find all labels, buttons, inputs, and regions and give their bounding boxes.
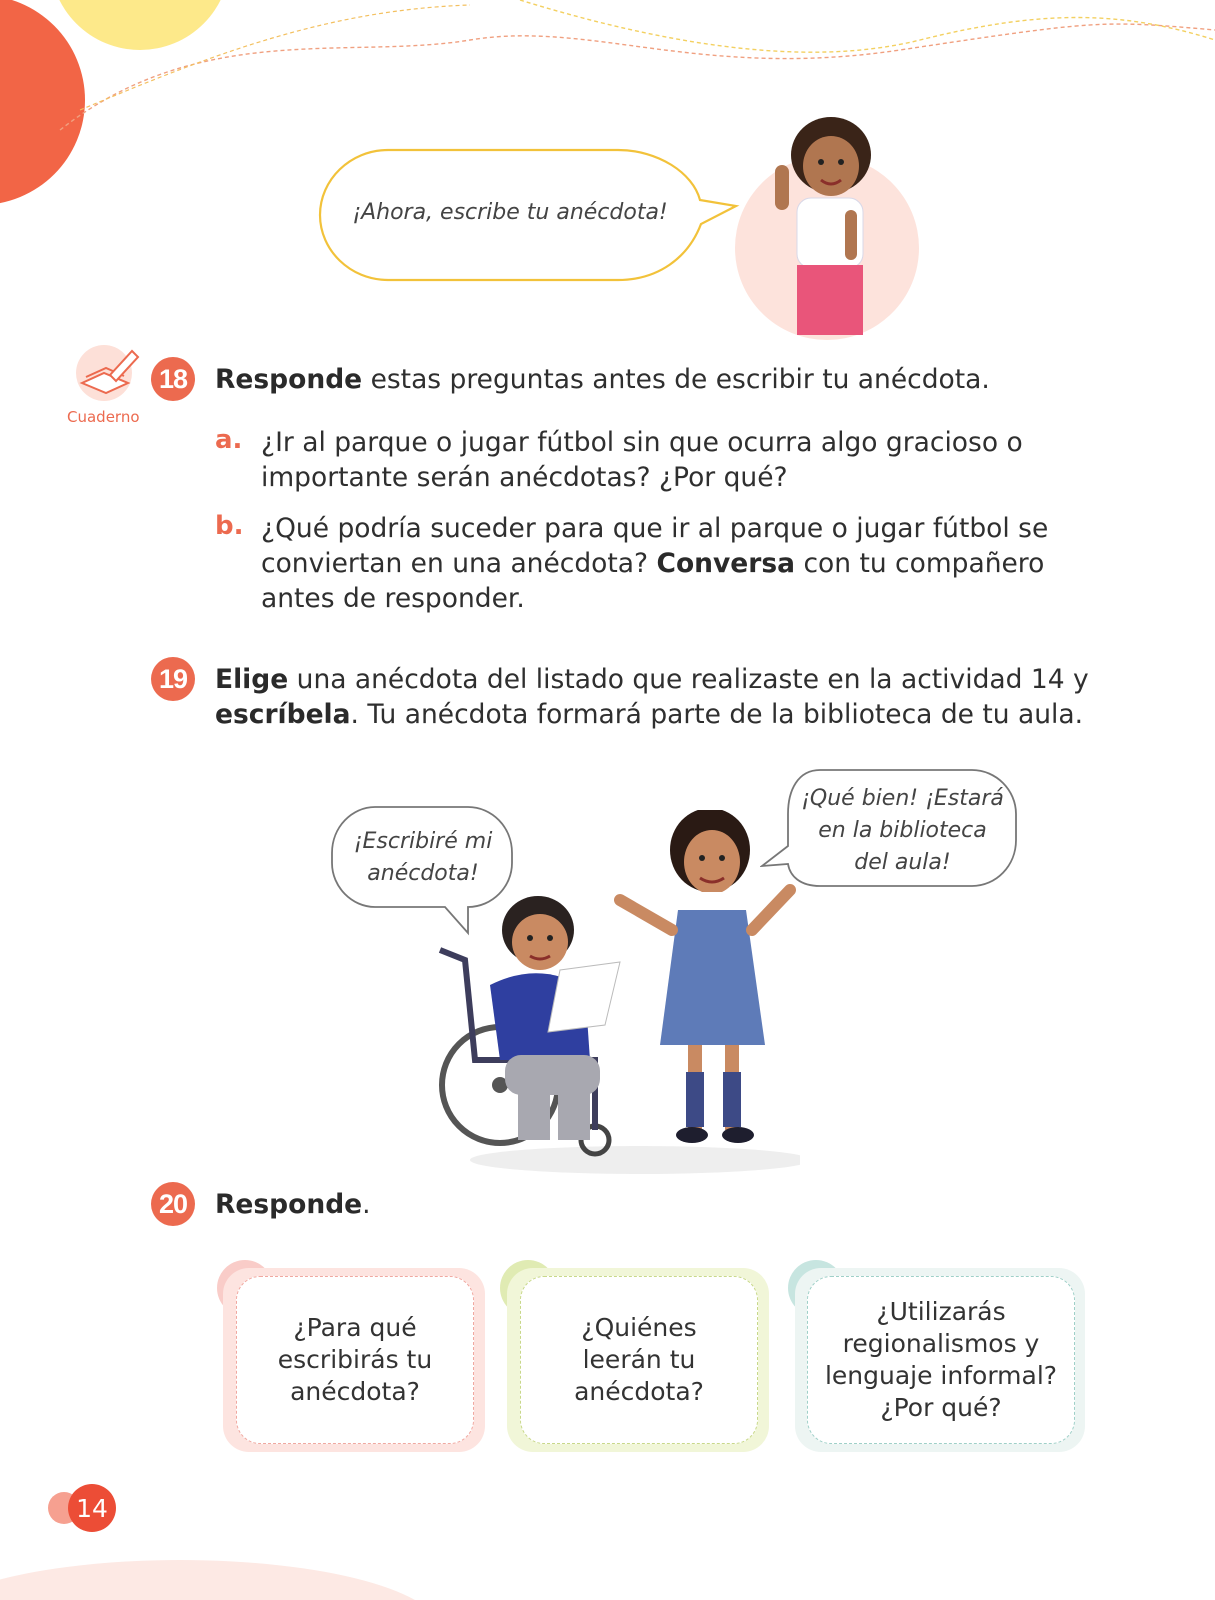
question-card-2-text: ¿Quiénes leerán tu anécdota?	[520, 1276, 758, 1444]
notebook-label: Cuaderno	[67, 408, 140, 426]
notebook-pencil-icon	[72, 345, 142, 405]
item-b-line1: ¿Qué podría suceder para que ir al parque o jugar fútbol se	[261, 513, 1049, 544]
activity-20-instruction: Responde.	[215, 1189, 371, 1220]
top-bubble-text: ¡Ahora, escribe tu anécdota!	[352, 200, 668, 225]
page-number: 14	[68, 1484, 116, 1532]
item-a-line1: ¿Ir al parque o jugar fútbol sin que ocurra algo gracioso o	[261, 427, 1023, 458]
item-letter-b: b.	[215, 511, 244, 541]
boy-bubble-text: ¡Escribiré mi anécdota!	[353, 829, 493, 886]
girl-bubble-text: ¡Qué bien! ¡Estará en la biblioteca del aula!	[801, 786, 1004, 875]
girl-illustration-top	[735, 110, 925, 340]
item-a-line2: importante serán anécdotas? ¿Por qué?	[261, 462, 788, 493]
item-letter-a: a.	[215, 425, 243, 455]
question-card-1-text: ¿Para qué escribirás tu anécdota?	[236, 1276, 474, 1444]
activity-number-19: 19	[151, 657, 195, 701]
item-b-line2: conviertan en una anécdota? Conversa con tu compañero	[261, 548, 1045, 579]
activity-number-18: 18	[151, 357, 195, 401]
activity-number-20: 20	[151, 1182, 195, 1226]
children-illustration	[420, 810, 800, 1180]
activity-19-line2: escríbela. Tu anécdota formará parte de la biblioteca de tu aula.	[215, 699, 1084, 730]
activity-18-instruction: Responde estas preguntas antes de escribir tu anécdota.	[215, 364, 990, 395]
item-b-line3: antes de responder.	[261, 583, 525, 614]
activity-19-line1: Elige una anécdota del listado que realizaste en la actividad 14 y	[215, 664, 1089, 695]
question-card-3-text: ¿Utilizarás regionalismos y lenguaje informal? ¿Por qué?	[807, 1276, 1075, 1444]
